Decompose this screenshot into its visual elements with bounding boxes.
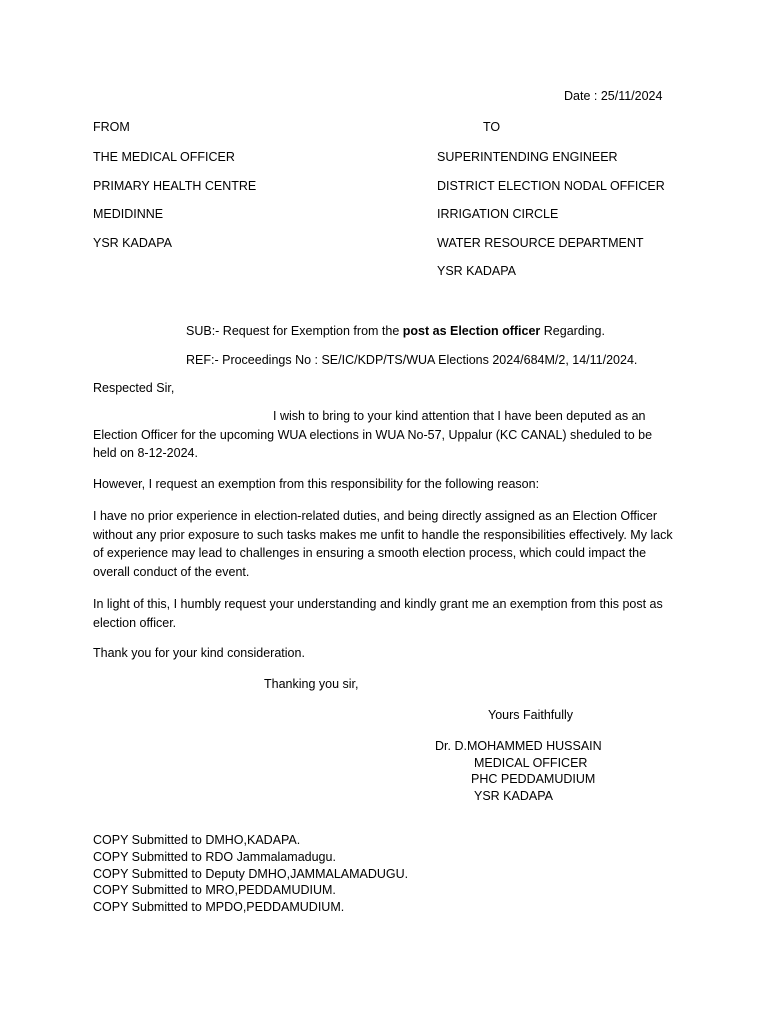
copy-line: COPY Submitted to RDO Jammalamadugu. [93, 850, 336, 864]
to-line: WATER RESOURCE DEPARTMENT [437, 236, 644, 250]
signature-name: Dr. D.MOHAMMED HUSSAIN [435, 739, 602, 753]
copy-line: COPY Submitted to DMHO,KADAPA. [93, 833, 301, 847]
copy-line: COPY Submitted to MPDO,PEDDAMUDIUM. [93, 900, 345, 914]
to-line: DISTRICT ELECTION NODAL OFFICER [437, 179, 665, 193]
letter-date: Date : 25/11/2024 [564, 89, 663, 103]
from-line: MEDIDINNE [93, 207, 164, 221]
subject-suffix: Regarding. [540, 324, 605, 338]
body-paragraph: However, I request an exemption from this responsibility for the following reason: [93, 477, 540, 491]
subject-prefix: SUB:- Request for Exemption from the [186, 324, 403, 338]
subject-bold: post as Election officer [402, 324, 541, 338]
body-paragraph: Thank you for your kind consideration. [93, 646, 305, 660]
subject-line [186, 324, 605, 339]
closing-line: Yours Faithfully [488, 708, 573, 722]
to-heading: TO [483, 120, 501, 134]
body-paragraph: I have no prior experience in election-related duties, and being directly assigned as an Election Officer without any prior exposure to such tasks makes me unfit to handle the responsibilities effectively. My lack of experience may lead to challenges in ensuring a smooth election process, which could impact the overall conduct of the event. [93, 509, 673, 580]
copy-line: COPY Submitted to MRO,PEDDAMUDIUM. [93, 883, 336, 897]
from-line: YSR KADAPA [93, 236, 172, 250]
to-line: IRRIGATION CIRCLE [437, 207, 559, 221]
copy-line: COPY Submitted to Deputy DMHO,JAMMALAMADUGU. [93, 867, 409, 881]
signature-place: YSR KADAPA [474, 789, 553, 803]
from-heading: FROM [93, 120, 130, 134]
reference-line: REF:- Proceedings No : SE/IC/KDP/TS/WUA Elections 2024/684M/2, 14/11/2024. [186, 353, 638, 367]
signature-designation: MEDICAL OFFICER [474, 756, 588, 770]
signature-office: PHC PEDDAMUDIUM [471, 772, 596, 786]
to-line: YSR KADAPA [437, 264, 516, 278]
thanking-line: Thanking you sir, [264, 677, 359, 691]
body-paragraph [93, 407, 673, 463]
paragraph-text: I wish to bring to your kind attention that I have been deputed as an Election Officer for the upcoming WUA elections in WUA No-57, Uppalur (KC CANAL) sheduled to be held on 8-12-2024. [93, 409, 653, 461]
from-line: THE MEDICAL OFFICER [93, 150, 235, 164]
body-paragraph: In light of this, I humbly request your understanding and kindly grant me an exemption from this post as election officer. [93, 597, 663, 630]
salutation: Respected Sir, [93, 381, 175, 395]
from-line: PRIMARY HEALTH CENTRE [93, 179, 257, 193]
to-line: SUPERINTENDING ENGINEER [437, 150, 618, 164]
